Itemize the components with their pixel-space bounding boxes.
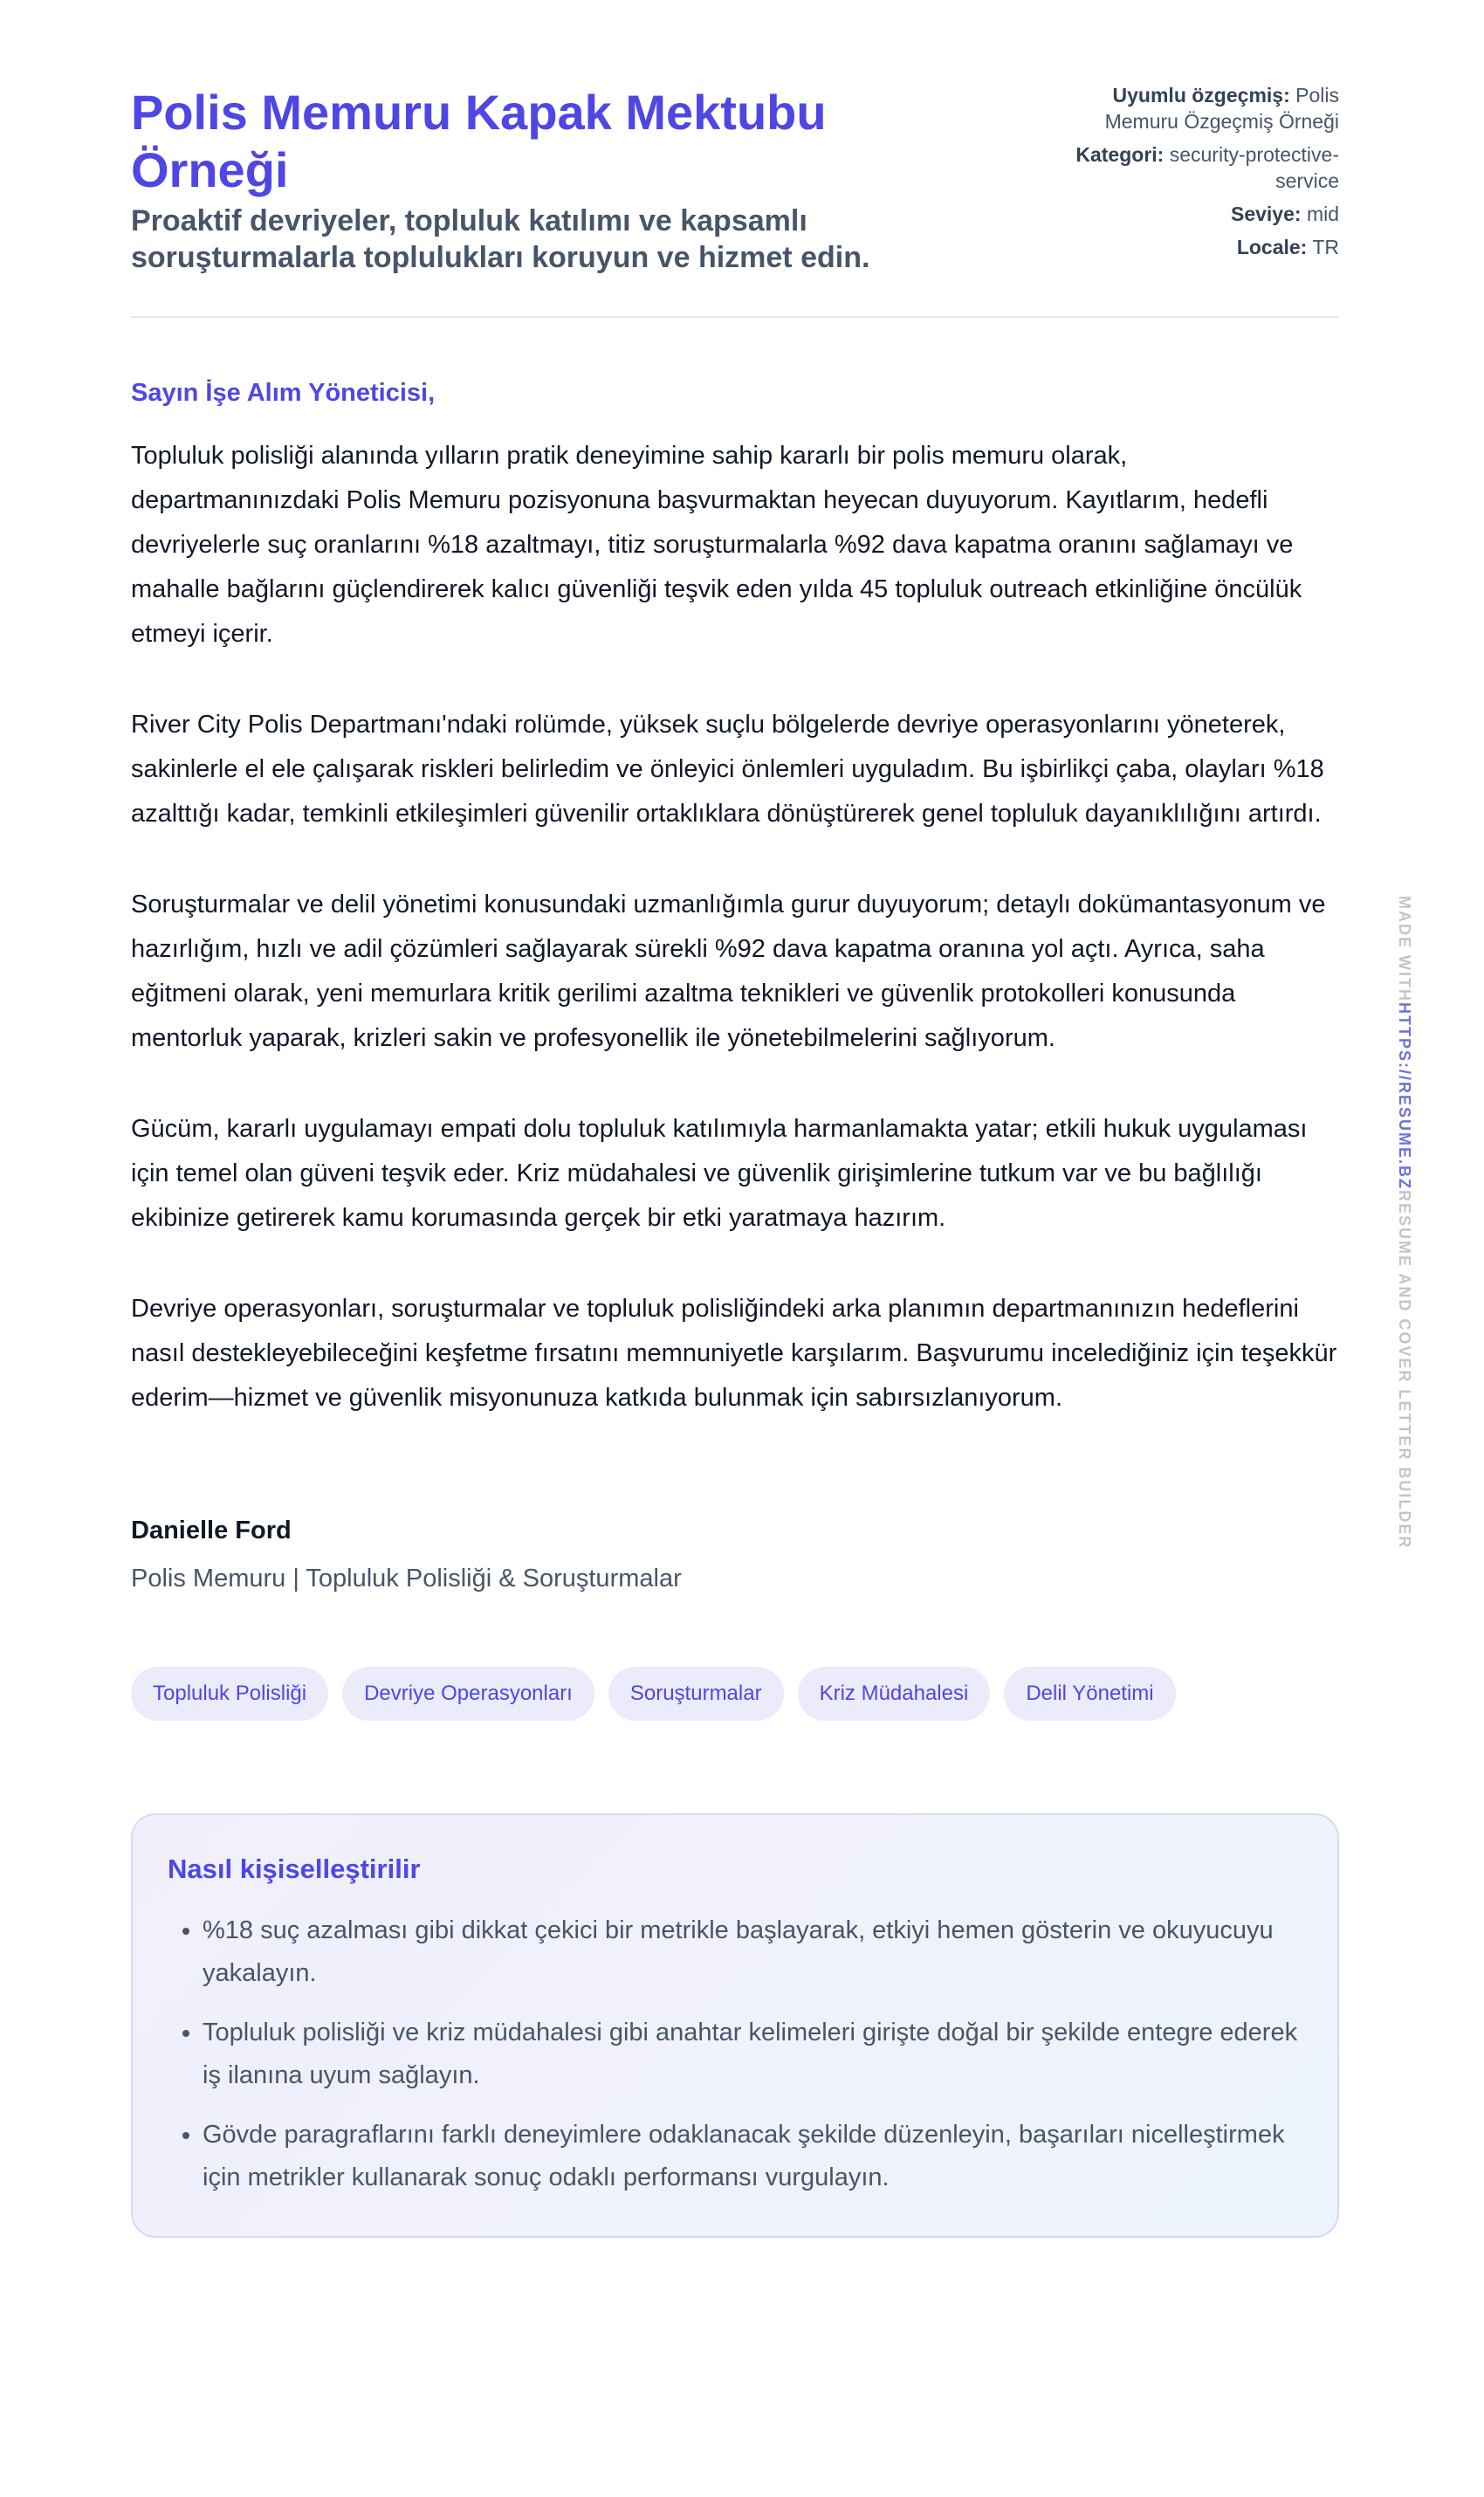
tag-chip: Devriye Operasyonları	[342, 1667, 594, 1721]
letter-paragraph: River City Polis Departmanı'ndaki rolümde, yüksek suçlu bölgelerde devriye operasyonlarını yöneterek, sakinlerle el ele çalışarak riskleri belirledim ve önleyici önlemleri uyguladım. Bu işbirlikçi çaba, olayları %18 azalttığı kadar, temkinli etkileşimleri güvenilir ortaklıklara dönüştürerek genel topluluk dayanıklılığını artırdı.	[131, 711, 1324, 828]
cover-letter-page	[131, 0, 1339, 2238]
tip-item: • Gövde paragraflarını farklı deneyimlere odaklanacak şekilde düzenleyin, başarıları nicelleştirmek için metrikler kullanarak sonuç odaklı performansı vurgulayın.	[203, 2114, 1302, 2199]
signature-title: Polis Memuru | Topluluk Polisliği & Soruşturmalar	[131, 1565, 682, 1592]
tag-chip: Topluluk Polisliği	[131, 1667, 328, 1721]
letter-paragraph: Gücüm, kararlı uygulamayı empati dolu topluluk katılımıyla harmanlamakta yatar; etkili hukuk uygulaması için temel olan güveni teşvik eder. Kriz müdahalesi ve güvenlik girişimlerine tutkum var ve bu bağlılığı ekibinize getirerek kamu korumasında gerçek bir etki yaratmaya hazırım.	[131, 1115, 1308, 1232]
tip-item: • %18 suç azalması gibi dikkat çekici bir metrikle başlayarak, etkiyi hemen gösterin ve okuyucuyu yakalayın.	[203, 1909, 1302, 1995]
letter-paragraph: Devriye operasyonları, soruşturmalar ve topluluk polisliğindeki arka planımın departmanınızın hedeflerini nasıl destekleyebileceğini keşfetme fırsatını memnuniyetle karşılarım. Başvurumu incelediğiniz için teşekkür ederim—hizmet ve güvenlik misyonunuza katkıda bulunmak için sabırsızlanıyorum.	[131, 1295, 1337, 1412]
tag-chip: Delil Yönetimi	[1004, 1667, 1175, 1721]
salutation: Sayın İşe Alım Yöneticisi,	[131, 379, 436, 407]
tag-list	[131, 1667, 1339, 1721]
tag-chip: Kriz Müdahalesi	[798, 1667, 991, 1721]
header	[131, 0, 1339, 318]
signature-name: Danielle Ford	[131, 1517, 292, 1544]
tips-title: Nasıl kişiselleştirilir	[168, 1854, 421, 1884]
letter-paragraph: Soruşturmalar ve delil yönetimi konusundaki uzmanlığımla gurur duyuyorum; detaylı dokümantasyonum ve hazırlığım, hızlı ve adil çözümleri sağlayarak sürekli %92 dava kapatma oranına yol açtı. Ayrıca, saha eğitmeni olarak, yeni memurlara kritik gerilimi azaltma teknikleri ve güvenlik protokolleri konusunda mentorluk yaparak, krizleri sakin ve profesyonellik ile yönetebilmelerini sağlıyorum.	[131, 891, 1326, 1052]
meta-category: Kategori: security-protective-service	[1075, 143, 1339, 192]
meta-info	[1042, 82, 1339, 267]
letter-paragraph: Topluluk polisliği alanında yılların pratik deneyimine sahip kararlı bir polis memuru olarak, departmanınızdaki Polis Memuru pozisyonuna başvurmaktan heyecan duyuyorum. Kayıtlarım, hedefli devriyelerle suç oranlarını %18 azaltmayı, titiz soruşturmalarla %92 dava kapatma oranını sağlamayı ve mahalle bağlarını güçlendirerek kalıcı güvenliği teşvik eden yılda 45 topluluk outreach etkinliğine öncülük etmeyi içerir.	[131, 442, 1302, 648]
page-subtitle: Proaktif devriyeler, topluluk katılımı ve kapsamlı soruşturmalarla toplulukları koruyun ve hizmet edin.	[131, 204, 870, 274]
tag-chip: Soruşturmalar	[608, 1667, 784, 1721]
tip-item: • Topluluk polisliği ve kriz müdahalesi gibi anahtar kelimeleri girişte doğal bir şekilde entegre ederek iş ilanına uyum sağlayın.	[203, 2012, 1302, 2097]
tips-list	[168, 1909, 1302, 2199]
meta-level: Seviye: mid	[1230, 203, 1339, 225]
page-title: Polis Memuru Kapak Mektubu Örneği	[131, 85, 827, 197]
watermark: MADE WITHHTTPS://RESUME.BZRESUME AND COVER LETTER BUILDER	[1396, 896, 1413, 1550]
customization-tips-box	[131, 1813, 1339, 2238]
meta-locale: Locale: TR	[1236, 236, 1339, 258]
meta-compatible-resume: Uyumlu özgeçmiş: Polis Memuru Özgeçmiş Örneği	[1104, 84, 1339, 133]
resume-bz-link[interactable]: HTTPS://RESUME.BZ	[1396, 1001, 1413, 1190]
